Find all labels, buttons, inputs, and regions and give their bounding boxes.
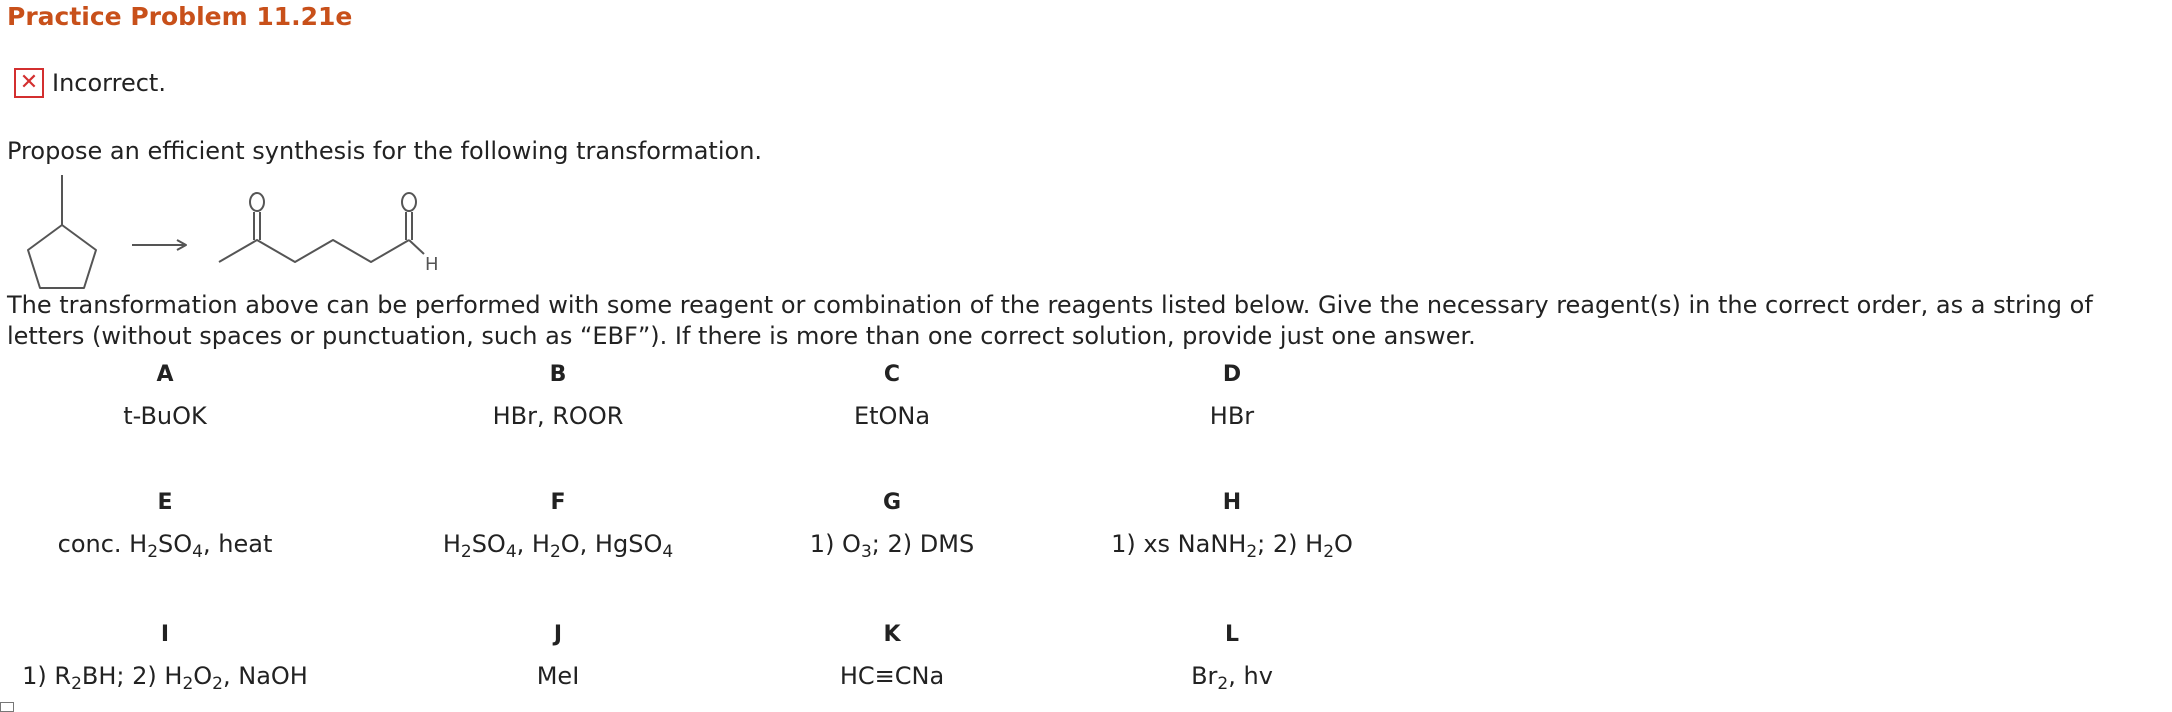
aldehyde-ch-bond [409,240,424,254]
reagent-label: 1) $R_2BH$; 2) $H_2O_2$, NaOH [22,662,308,694]
reagent-label: t-BuOK [123,402,207,430]
aldehyde-oxygen-atom [402,193,416,211]
reagent-d [1032,362,1432,430]
reagent-i [0,622,365,694]
reagent-letter: L [1224,622,1240,647]
reagent-label: 1) xs NaNH$_2$; 2) $H_2O$ [1111,530,1353,562]
reagent-letter: G [882,490,902,515]
reagent-label: 1) $O_3$; 2) DMS [809,530,975,562]
reagent-letter: D [1222,362,1242,387]
reagent-label: MeI [536,662,580,690]
reaction-scheme [14,170,454,290]
reagent-letter: F [550,490,566,515]
incorrect-x-icon: ✕ [14,68,44,98]
reagent-letter: I [160,622,170,647]
reagent-letter: C [883,362,901,387]
aldehyde-h-label: H [425,254,439,275]
reagent-label: HC≡CNa [839,662,945,690]
reagent-letter: J [553,622,563,647]
reagent-e [0,490,365,562]
answer-status [14,68,166,98]
reagent-l [1032,622,1432,694]
question-prompt: Propose an efficient synthesis for the following transformation. [7,137,763,165]
product-chain [219,240,409,262]
reagent-label: EtONa [853,402,931,430]
reagent-label: conc. $H_2SO_4$, heat [57,530,273,562]
reagent-letter: H [1222,490,1242,515]
reagent-letter: B [549,362,567,387]
reagent-label: $Br_2$, hv [1191,662,1273,694]
reagent-h [1032,490,1432,562]
instructions-text: The transformation above can be performed with some reagent or combination of the reagents listed below. Give the necessary reagent(s) in the correct order, as a string of letters (without spaces or punctuation, such as “EBF”). If there is more than one correct solution, provide just one answer. [7,291,2093,350]
ketone-oxygen-atom [250,193,264,211]
reagent-letter: E [157,490,173,515]
reagent-a [0,362,365,430]
status-text: Incorrect. [52,69,166,97]
reagent-label: HBr [1209,402,1255,430]
reagent-label: $H_2SO_4$, $H_2O$, HgSO$_4$ [442,530,674,562]
reagent-letter: K [883,622,901,647]
reagent-label: HBr, ROOR [492,402,624,430]
problem-title: Practice Problem 11.21e [7,2,353,31]
cyclopentane-ring [28,225,96,288]
reagent-letter: A [156,362,174,387]
expand-icon[interactable] [0,702,14,712]
